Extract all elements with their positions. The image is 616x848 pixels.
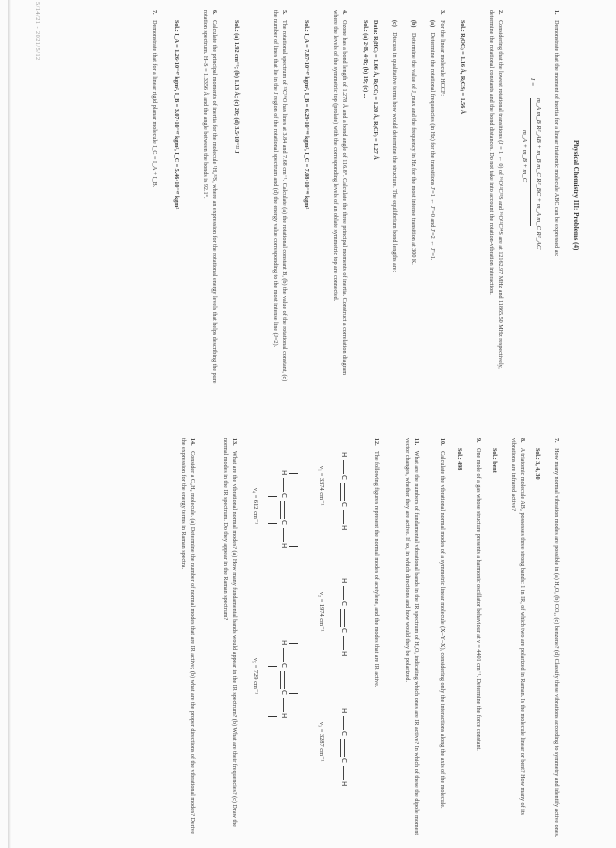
problem-text: Determine the rotational frequencies (in Hz) for the transitions J'=1 ← J''=0 and J'=2 ← J''=1. — [429, 32, 435, 261]
problem-4 — [329, 10, 348, 390]
atom-h: H — [280, 713, 288, 719]
bond-triple — [340, 609, 345, 627]
problem-number: 11. — [413, 438, 419, 446]
problem-text: The following figures represent the normal modes of acetylene, and the modes that are IR active. — [373, 451, 379, 688]
problem-6 — [199, 10, 218, 390]
problem-number: (b) — [410, 20, 416, 28]
bond-single — [343, 460, 344, 474]
bond-single — [343, 510, 344, 524]
atom-c: C — [340, 731, 348, 736]
displacement-arrow-up — [289, 693, 298, 694]
problem-3c — [389, 20, 398, 390]
displacement-arrow-up — [289, 473, 298, 474]
problem-text: Considering that the lowest rotational transitions (J = 1 ← 0) of ¹⁶O¹²C³²S and ¹⁶O¹²C³⁴S are at 12162.97 MHz and 11865.50 MHz respectively, determine the rotational constants and the bond distances. Do not take into account the rotation-vibration interaction. — [487, 10, 503, 369]
problem-number: 2. — [497, 10, 503, 15]
problem-number: (c) — [391, 20, 397, 27]
atom-h: H — [280, 640, 288, 646]
problem-text: What are the numbers of fundamental vibrational bands in the IR spectrum of H₂O, indicating which ones are IR active? In which of these the dipole moment vector changes, whether they are active. If so, in which directions and how would they be polarized. — [403, 438, 419, 836]
bond-triple — [280, 671, 285, 689]
problem-3b — [408, 20, 417, 390]
problem-text: Demonstrate that for a linear rigid planar molecule I_C = I_A + I_B. — [151, 20, 157, 188]
problem-text: Calculate the principal moments of inertia for the molecule ¹H₂³²S, where an expression for the rotational energy levels that helps describing the pure rotation spectrum. H–S = 1.3356 Å and the angle between the bonds is 92.1°. — [201, 10, 217, 384]
problem-text: Ozone has a bond length of 1.278 Å and a bond angle of 116.8°. Calculate the three principal moments of inertia. Construct a correlation diagram where the levels of the symmetric top (prolate) with the corresponding levels of an oblate symmetric top are connected. — [331, 10, 347, 375]
mode-4-frequency: ν₄ = 612 cm⁻¹ — [252, 488, 259, 525]
problem-number: (a) — [429, 20, 435, 28]
problem-10 — [437, 438, 446, 838]
atom-h: H — [280, 470, 288, 476]
problem-12 — [371, 438, 380, 838]
displacement-arrow-down — [268, 523, 277, 524]
problem-number: 1. — [553, 10, 559, 15]
problem-8-solution: Sol.: bent — [491, 448, 497, 473]
problem-number: 4. — [341, 10, 347, 15]
atom-c: C — [340, 628, 348, 633]
atom-c: C — [340, 601, 348, 606]
bond-single — [283, 648, 284, 662]
problem-1 — [551, 10, 560, 390]
problem-text: The rotational spectrum of ¹²C¹⁶O has lines at 3.84 and 7.68 cm⁻¹. Calculate (a) the rotational constant B, (b) the value of the rotational constant, (c) the number of lines that lie in the J region of the rotational spectrum and (d) the energy value corresponding to the most intense line (J=2). — [271, 10, 287, 382]
atom-c: C — [280, 520, 288, 525]
atom-h: H — [340, 525, 348, 531]
atom-h: H — [340, 651, 348, 657]
atom-c: C — [280, 663, 288, 668]
formula-numerator: m_A m_B R²_AB + m_B m_C R²_BC + m_A m_C R²_AC — [535, 98, 542, 250]
formula-fraction-bar — [530, 98, 531, 226]
bond-triple — [340, 739, 345, 757]
atom-h: H — [340, 708, 348, 714]
displacement-arrow-up — [289, 643, 298, 644]
atom-h: H — [280, 543, 288, 549]
problem-number: 14. — [189, 438, 195, 446]
atom-c: C — [280, 690, 288, 695]
problem-text: How many normal vibration modes are possible in (a) H₂O, (b) CO₂, (c) benzene? (d) Classify these vibrations according to symmetry and identify active ones. — [553, 448, 559, 838]
mode-2-frequency: ν₂ = 1974 cm⁻¹ — [318, 592, 325, 632]
bond-single — [343, 586, 344, 600]
problem-4-solution: Sol.: I_A = 7.87·10⁻⁴⁷ kgm², I_B = 6.29·10⁻⁴⁶ kgm², I_C = 7.08·10⁻⁴⁶ kgm² — [303, 20, 309, 210]
mode-3-frequency: ν₃ = 3287 cm⁻¹ — [318, 722, 325, 762]
problem-5-solution: Sol.: (a) 1.92 cm⁻¹; (b) 1.13 Å; (c) 20; (d) 3.5·10⁻²² J — [233, 20, 239, 154]
problem-3-data: Data: R₍HC₎ = 1.06 Å, R₍CC₎ = 1.20 Å, R₍CF₎ = 1.27 Å — [372, 20, 378, 160]
problem-number: 7. — [553, 438, 559, 443]
problem-number: 10. — [439, 438, 445, 446]
problem-number: 3. — [439, 10, 445, 15]
atom-h: H — [340, 781, 348, 787]
displacement-arrow-down — [268, 496, 277, 497]
problem-7 — [149, 10, 158, 390]
atom-h: H — [340, 452, 348, 458]
problem-number: 12. — [373, 438, 379, 446]
problem-2-solution: Sol.: R₍OC₎ = 1.16 Å, R₍CS₎ = 1.56 Å — [459, 20, 465, 115]
problem-8 — [507, 438, 526, 838]
bond-single — [343, 636, 344, 650]
problem-2 — [485, 10, 504, 390]
problem-14 — [177, 438, 196, 838]
bond-single — [343, 766, 344, 780]
bond-single — [283, 478, 284, 492]
problem-7b — [551, 438, 560, 838]
problem-text: Consider a C₂H₂ molecule. (a) Determine the number of normal modes that are IR active; (b) what are the proper directions of the vibrational modes? Derive the expression for the energy terms in Raman spectra. — [179, 438, 195, 835]
problem-number: 8. — [519, 438, 525, 443]
bond-triple — [280, 501, 285, 519]
problem-number: 13. — [231, 438, 237, 446]
atom-c: C — [340, 758, 348, 763]
problem-6-solution: Sol.: I_A = 1.26·10⁻⁴⁷ kgm², I_B = 3.07·10⁻⁴⁷ kgm², I_C = 5.46·10⁻⁴⁷ kgm² — [173, 20, 179, 210]
problem-text: Determine the value of J_max and the frequency in Hz for the most intense transition at 300 K. — [410, 32, 416, 265]
problem-text: One mole of a gas whose structure presents a harmonic oscillator behaviour at ν = 4401 cm⁻¹. Determine the force constant. — [475, 448, 481, 751]
mode-1-frequency: ν₁ = 3374 cm⁻¹ — [318, 466, 325, 506]
problem-number: 6. — [211, 10, 217, 15]
problem-3-solution: Sol.: (a) 2·B, 4·B; (b) 19; (c) ... — [362, 20, 368, 99]
problem-text: A triatomic molecule AB₂ possesses three strong bands: 1 in IR, of which two are polarized in Raman. Is the molecule linear or bent? How many of its vibrations are infrared active? — [509, 438, 525, 815]
problem-9-solution: Sol.: 498 — [456, 448, 462, 471]
problem-3 — [437, 10, 446, 390]
bond-single — [343, 716, 344, 730]
sheet-title: Physical Chemistry III: Problems (4) — [572, 140, 580, 251]
mode-5-frequency: ν₅ = 729 cm⁻¹ — [252, 658, 259, 695]
problem-number: 9. — [475, 438, 481, 443]
problem-number: 7. — [151, 10, 157, 15]
atom-c: C — [340, 502, 348, 507]
problem-9 — [473, 438, 482, 838]
displacement-arrow-down — [268, 666, 277, 667]
displacement-arrow-down — [268, 716, 277, 717]
header-id-stamp: 5/14/21 - 2021/5/12 — [34, 2, 41, 61]
problem-7b-solution: Sol.: 3, 4, 30 — [534, 448, 540, 480]
problem-5 — [269, 10, 288, 390]
problem-3a — [427, 20, 436, 390]
bond-triple — [340, 483, 345, 501]
problem-text: Demonstrate that the moment of inertia for a linear triatomic molecule ABC can be expressed as: — [553, 20, 559, 257]
formula-denominator: m_A + m_B + m_C — [521, 130, 528, 183]
atom-h: H — [340, 578, 348, 584]
problem-text: Calculate the vibrational normal modes of a symmetric linear molecule (X–Y–X), considering only the interactions along the axis of the molecule. — [439, 451, 445, 809]
problem-text: What are the vibrational normal modes? (a) How many fundamental bands would appear in the IR spectrum? (b) What are their frequencies? (c) Draw the normal modes in the IR spectrum. Do they appear in the Raman spectrum? — [221, 438, 237, 827]
bond-single — [283, 528, 284, 542]
problem-text: Discuss in qualitative terms how would determine the structure. The equilibrium bond lengths are: — [391, 32, 397, 273]
problem-13 — [219, 438, 238, 838]
problem-number: 5. — [281, 10, 287, 15]
bond-single — [283, 698, 284, 712]
displacement-arrow-up — [289, 546, 298, 547]
atom-c: C — [280, 493, 288, 498]
problem-11 — [401, 438, 420, 838]
formula-lhs: I = — [529, 78, 536, 87]
atom-c: C — [340, 475, 348, 480]
problem-text: For the linear molecule HCCF: — [439, 20, 445, 96]
